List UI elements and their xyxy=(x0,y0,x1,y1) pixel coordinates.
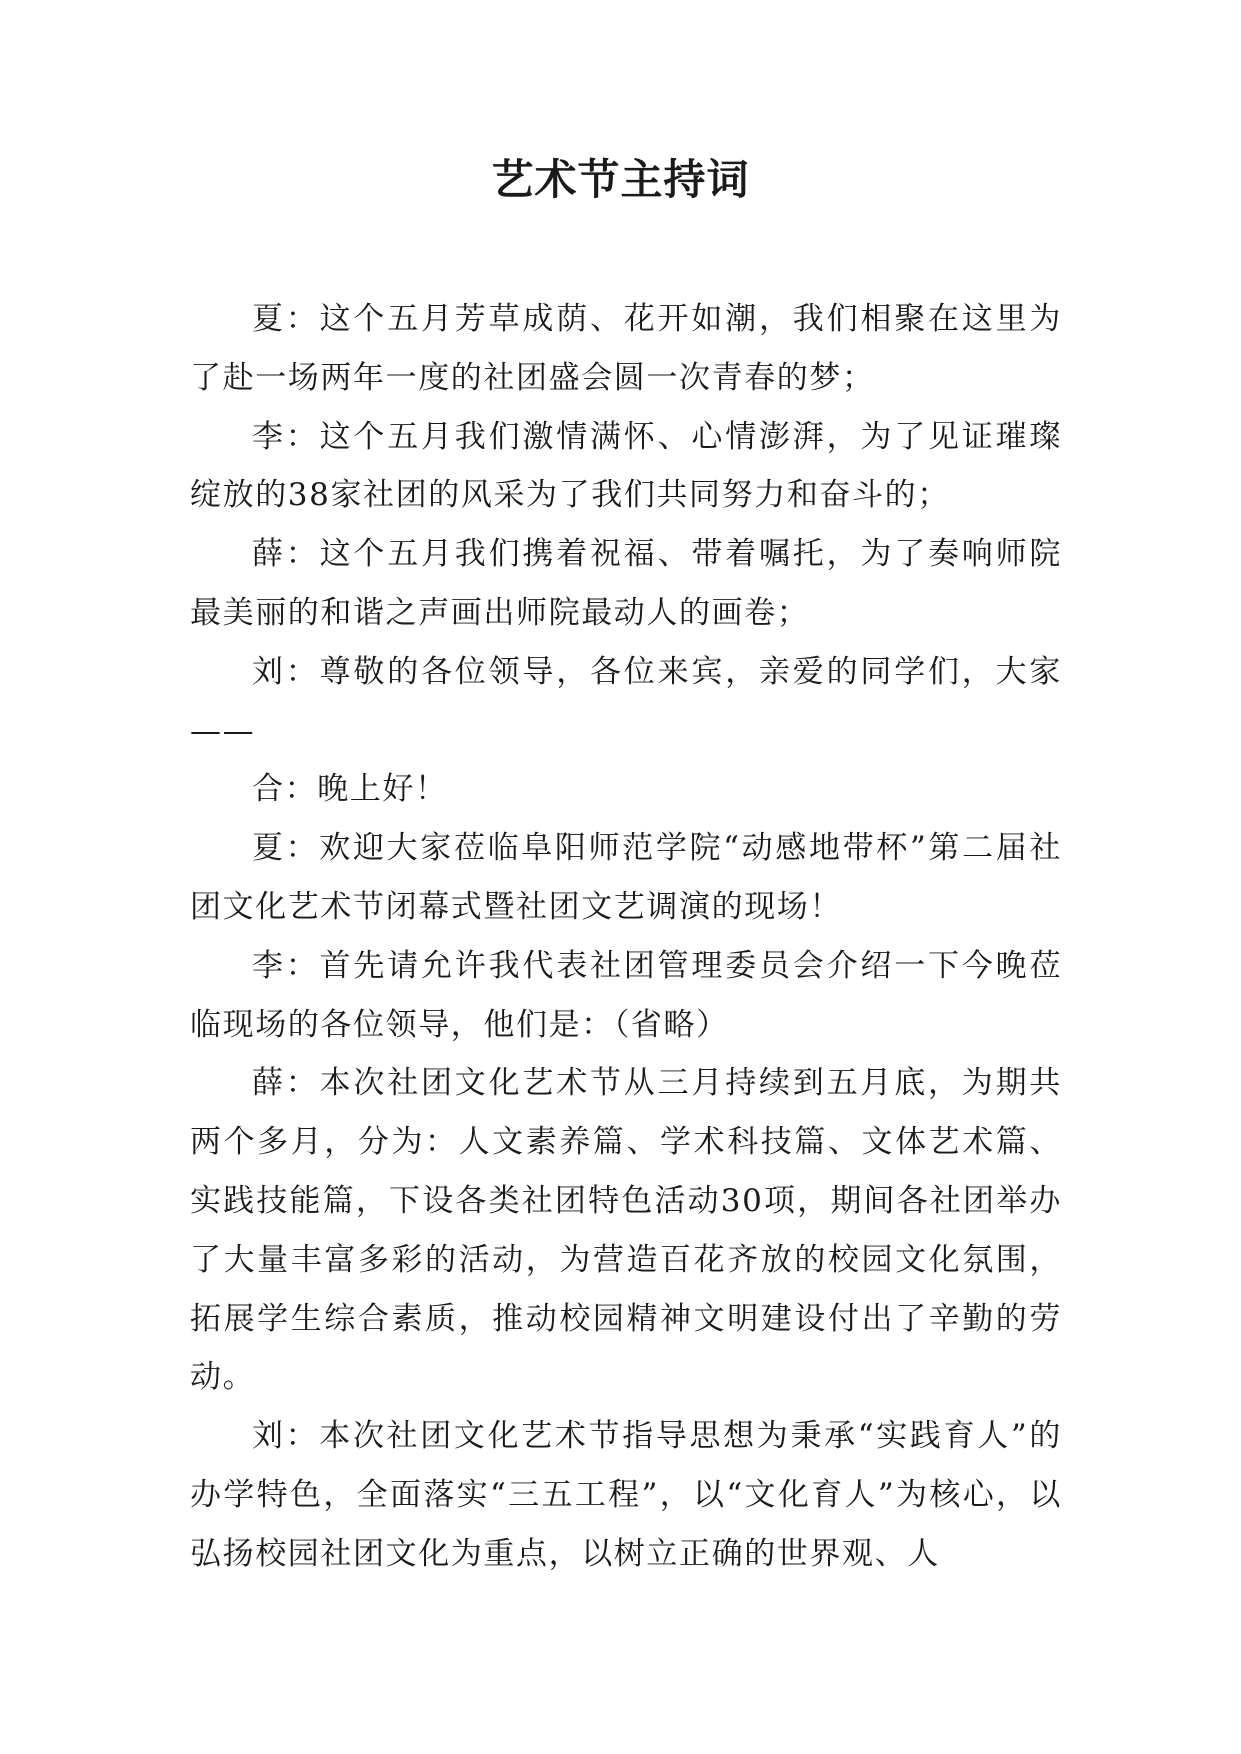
paragraph-liu-2: 刘：本次社团文化艺术节指导思想为秉承“实践育人”的办学特色，全面落实“三五工程”，以“文化育人”为核心，以弘扬校园社团文化为重点，以树立正确的世界观、人 xyxy=(190,1418,1062,1572)
paragraph-li-1: 李：这个五月我们激情满怀、心情澎湃，为了见证璀璨绽放的38家社团的风采为了我们共同努力和奋斗的； xyxy=(190,418,1062,514)
paragraph-li-2: 李：首先请允许我代表社团管理委员会介绍一下今晚莅临现场的各位领导，他们是：（省略） xyxy=(190,947,1062,1043)
paragraph-xue-1: 薛：这个五月我们携着祝福、带着嘱托，为了奏响师院最美丽的和谐之声画出师院最动人的画卷； xyxy=(190,536,1062,631)
paragraph-xia-1: 夏：这个五月芳草成荫、花开如潮，我们相聚在这里为了赴一场两年一度的社团盛会圆一次青春的梦； xyxy=(190,301,1062,396)
paragraph-liu-1: 刘：尊敬的各位领导，各位来宾，亲爱的同学们，大家—— xyxy=(190,653,1062,749)
paragraph-xue-2: 薛：本次社团文化艺术节从三月持续到五月底，为期共两个多月，分为：人文素养篇、学术科技篇、文体艺术篇、实践技能篇，下设各类社团特色活动30项，期间各社团举办了大量丰富多彩的活动，为营造百花齐放的校园文化氛围，拓展学生综合素质，推动校园精神文明建设付出了辛勤的劳动。 xyxy=(190,1065,1062,1396)
paragraph-xia-2: 夏：欢迎大家莅临阜阳师范学院“动感地带杯”第二届社团文化艺术节闭幕式暨社团文艺调演的现场！ xyxy=(190,830,1062,925)
document-title: 艺术节主持词 xyxy=(491,155,750,204)
paragraph-he-1: 合：晚上好！ xyxy=(252,771,448,808)
document-body xyxy=(190,290,1062,1584)
